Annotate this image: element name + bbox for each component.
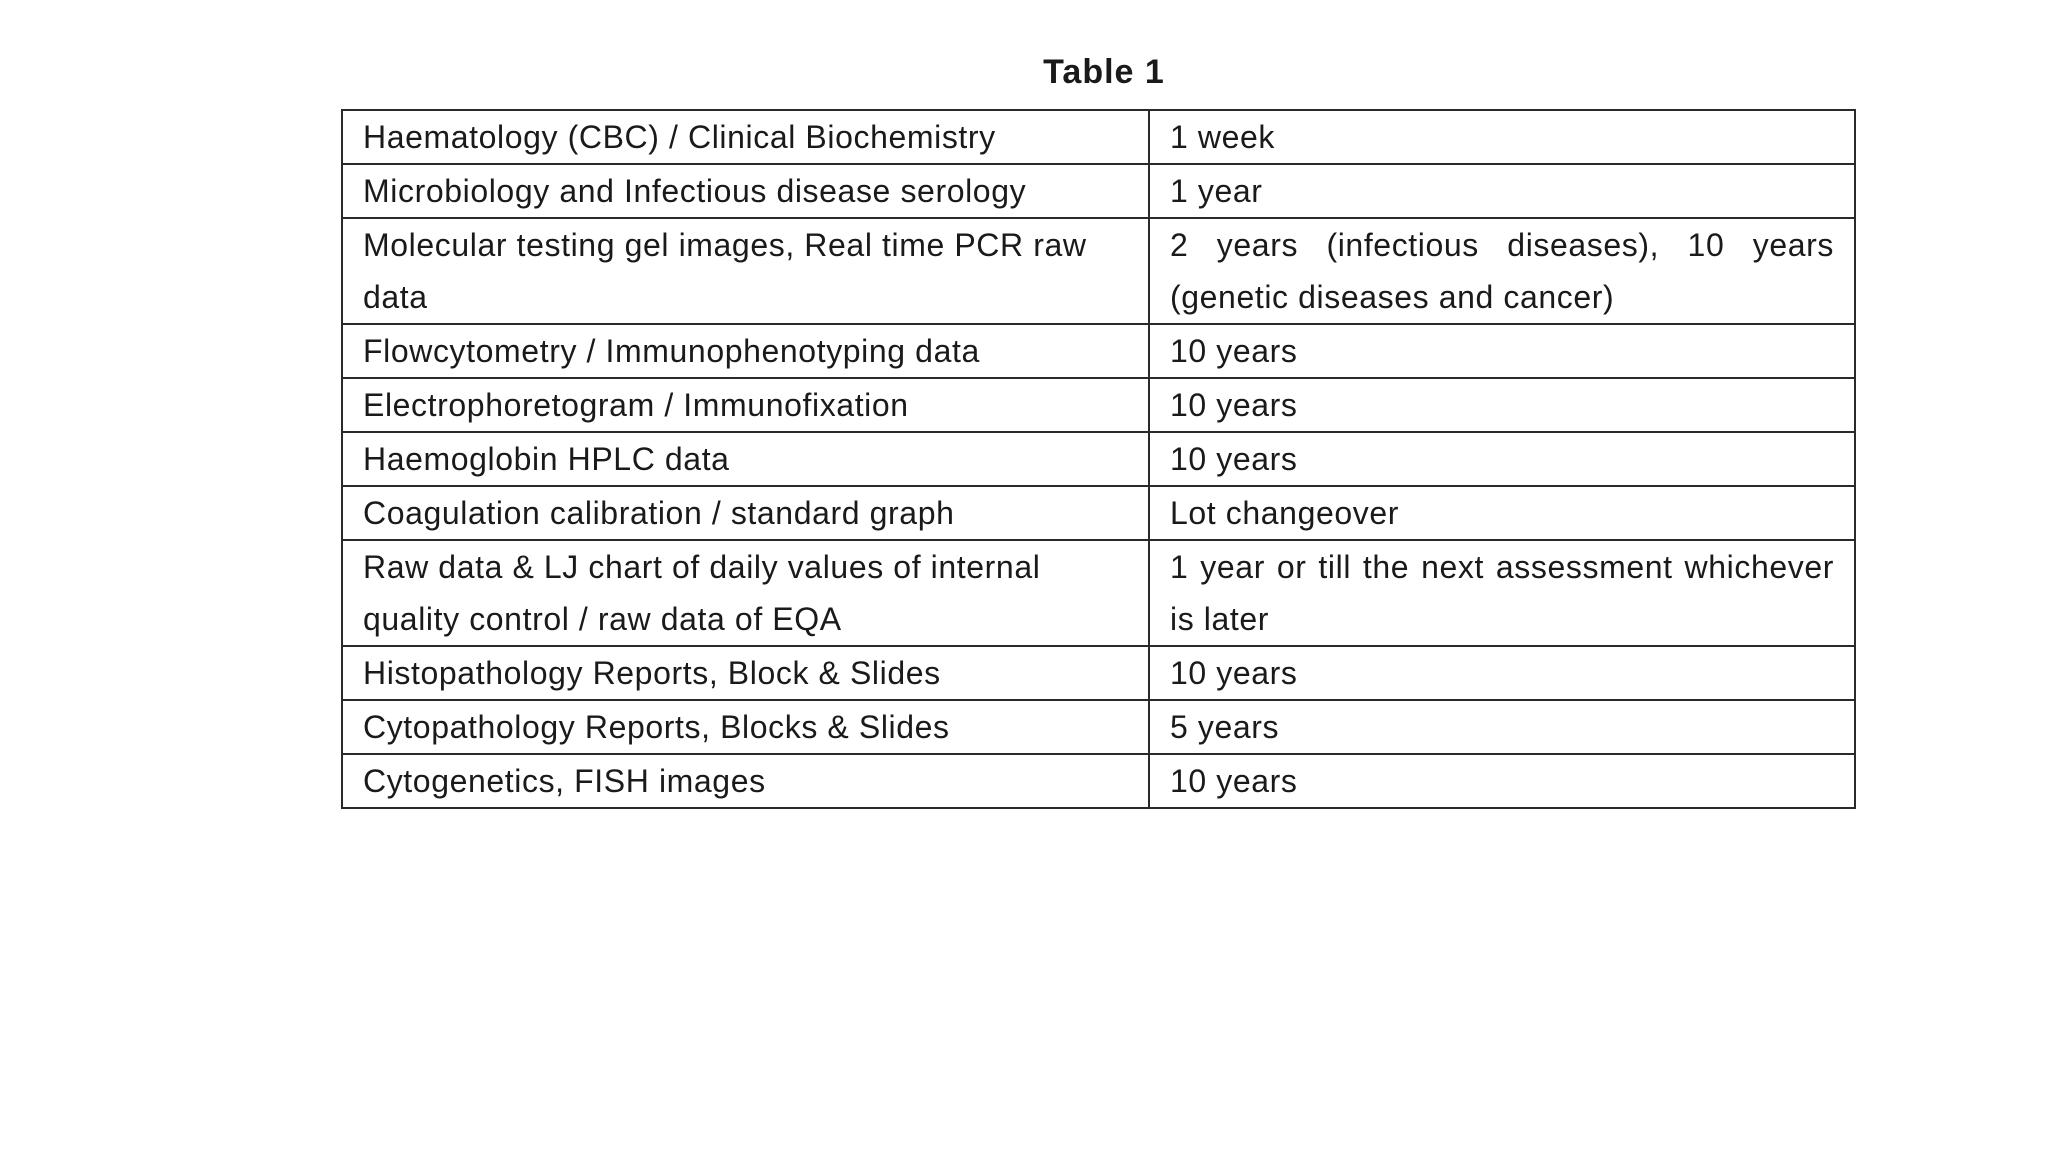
- item-cell: Haematology (CBC) / Clinical Biochemistry: [342, 110, 1149, 164]
- period-cell: 10 years: [1149, 324, 1855, 378]
- period-cell: 10 years: [1149, 646, 1855, 700]
- table-row: [342, 378, 1855, 432]
- period-cell: 1 year: [1149, 164, 1855, 218]
- table-row: [342, 700, 1855, 754]
- table-row: [342, 218, 1855, 324]
- item-cell: Molecular testing gel images, Real time PCR raw data: [342, 218, 1149, 324]
- table-row: [342, 432, 1855, 486]
- period-cell: 1 year or till the next assessment whichever is later: [1149, 540, 1855, 646]
- table-row: [342, 110, 1855, 164]
- item-cell: Microbiology and Infectious disease serology: [342, 164, 1149, 218]
- period-cell: Lot changeover: [1149, 486, 1855, 540]
- period-cell: 2 years (infectious diseases), 10 years (genetic diseases and cancer): [1149, 218, 1855, 324]
- retention-table: [341, 109, 1856, 809]
- item-cell: Raw data & LJ chart of daily values of internal quality control / raw data of EQA: [342, 540, 1149, 646]
- item-cell: Cytopathology Reports, Blocks & Slides: [342, 700, 1149, 754]
- item-cell: Cytogenetics, FISH images: [342, 754, 1149, 808]
- period-cell: 10 years: [1149, 432, 1855, 486]
- period-cell: 1 week: [1149, 110, 1855, 164]
- table-row: [342, 486, 1855, 540]
- item-cell: Electrophoretogram / Immunofixation: [342, 378, 1149, 432]
- item-cell: Coagulation calibration / standard graph: [342, 486, 1149, 540]
- table-row: [342, 324, 1855, 378]
- period-cell: 10 years: [1149, 754, 1855, 808]
- item-cell: Histopathology Reports, Block & Slides: [342, 646, 1149, 700]
- item-cell: Haemoglobin HPLC data: [342, 432, 1149, 486]
- period-cell: 5 years: [1149, 700, 1855, 754]
- period-cell: 10 years: [1149, 378, 1855, 432]
- table-row: [342, 646, 1855, 700]
- item-cell: Flowcytometry / Immunophenotyping data: [342, 324, 1149, 378]
- table-row: [342, 540, 1855, 646]
- table-row: [342, 754, 1855, 808]
- table-row: [342, 164, 1855, 218]
- table-title: Table 1: [1043, 53, 1165, 91]
